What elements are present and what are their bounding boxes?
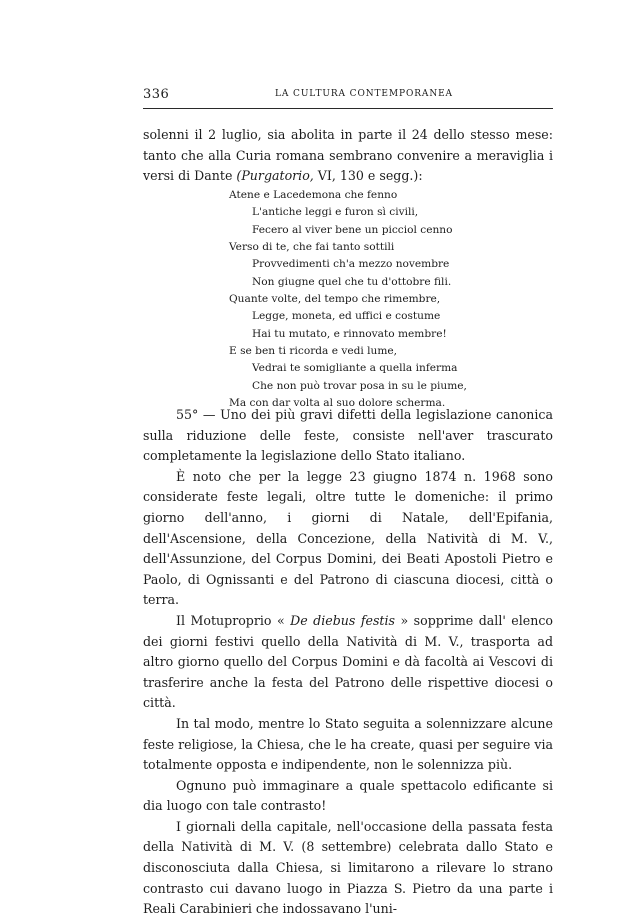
poem-line: Non giugne quel che tu d'ottobre fili. <box>252 275 452 288</box>
intro-italic-title: (Purgatorio, <box>236 168 314 184</box>
motuproprio-title: De diebus festis <box>290 612 395 628</box>
paragraph-contrast: In tal modo, mentre lo Stato seguita a solennizzare alcune feste religiose, la Chiesa, che le ha create, quasi per seguire via totalmente opposta e indipendente, non le solennizza più. <box>143 715 553 773</box>
poem-line: Vedrai te somigliante a quella inferma <box>252 362 458 375</box>
intro-paragraph <box>143 125 553 187</box>
paragraph-newspapers: I giornali della capitale, nell'occasione della passata festa della Natività di M. V. (8 settembre) celebrata dallo Stato e disconosciuta dalla Chiesa, si limitarono a rilevare lo strano contrasto cui davano luogo in Piazza S. Pietro da una parte i Reali Carabinieri che indossavano l'uni- <box>143 818 553 917</box>
page-number: 336 <box>143 87 170 102</box>
poem-line: Provvedimenti ch'a mezzo novembre <box>252 258 450 271</box>
poem-quotation <box>229 187 489 412</box>
poem-line: Verso di te, che fai tanto sottili <box>229 241 395 254</box>
motuproprio-text-after: » sopprime dall' elenco dei giorni festivi quello della Natività di M. V., trasporta ad altro giorno quello del Corpus Domini e dà facoltà ai Vescovi di trasferire anche la festa del Patrono delle rispettive diocesi o città. <box>143 612 553 711</box>
poem-line: Ma con dar volta al suo dolore scherma. <box>229 397 446 410</box>
motuproprio-text-before: Il Motuproprio « <box>176 612 291 628</box>
running-head: LA CULTURA CONTEMPORANEA <box>275 89 453 99</box>
header-rule <box>143 108 553 109</box>
poem-line: Fecero al viver bene un picciol cenno <box>252 223 453 236</box>
poem-line: Quante volte, del tempo che rimembre, <box>229 293 441 306</box>
paragraph-55: 55° — Uno dei più gravi difetti della legislazione canonica sulla riduzione delle feste, consiste nell'aver trascurato completamente la legislazione dello Stato italiano. <box>143 407 553 464</box>
poem-line: Atene e Lacedemona che fenno <box>229 189 398 201</box>
poem-line: Hai tu mutato, e rinnovato membre! <box>252 327 447 340</box>
paragraph-spectacle: Ognuno può immaginare a quale spettacolo edificante si dia luogo con tale contrasto! <box>143 777 553 814</box>
paragraph-legal-holidays: È noto che per la legge 23 giugno 1874 n. 1968 sono considerate feste legali, oltre tutte le domeniche: il primo giorno dell'anno, i giorni di Natale, dell'Epifania, dell'Ascensione, della Concezione, della Natività di M. V., dell'Assunzione, del Corpus Domini, dei Beati Apostoli Pietro e Paolo, di Ognissanti e del Patrono di ciascuna diocesi, città o terra. <box>143 468 553 608</box>
intro-text <box>143 125 553 187</box>
poem-line: Legge, moneta, ed uffici e costume <box>252 310 441 323</box>
paragraph-motuproprio <box>143 611 553 714</box>
page-header <box>143 87 553 107</box>
poem-line: E se ben ti ricorda e vedi lume, <box>229 345 398 358</box>
body-text <box>143 405 553 920</box>
poem-line: Che non può trovar posa in su le piume, <box>252 379 467 392</box>
intro-text-after: VI, 130 e segg.): <box>313 168 423 184</box>
intro-text-before: solenni il 2 luglio, sia abolita in parte il 24 dello stesso mese: tanto che alla Curia romana sembrano convenire a meraviglia i versi di Dante <box>143 127 553 184</box>
poem-line: L'antiche leggi e furon sì civili, <box>252 206 419 219</box>
